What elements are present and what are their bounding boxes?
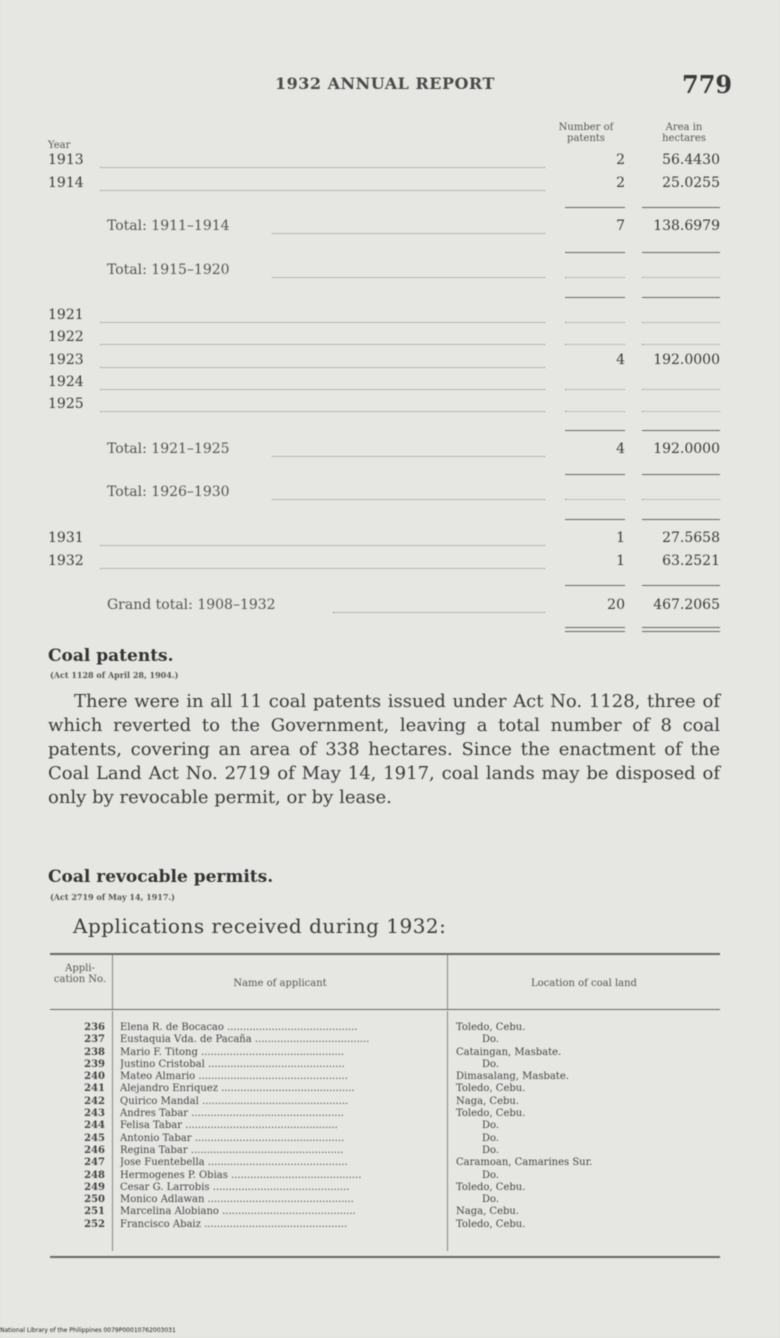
table-cell: Do. [482, 1194, 500, 1206]
table-cell: Quirico Mandal .............................................. [120, 1095, 349, 1107]
sum-rule [565, 252, 625, 253]
grand-total-label: Grand total: 1908–1932 [107, 597, 276, 613]
table-cell: Elena R. de Bocacao ......................................... [120, 1022, 358, 1033]
sum-rule [642, 297, 720, 298]
area-cell: 27.5658 [662, 530, 720, 546]
col-application-no-heading: Appli-cation No. [53, 963, 107, 985]
table-cell: Mario F. Titong ............................................. [120, 1046, 345, 1058]
column-divider [447, 1011, 448, 1251]
leader-dots [272, 456, 545, 457]
location-column [456, 1022, 718, 1231]
section-heading: Coal patents. [48, 646, 174, 666]
table-cell: Jose Fuentebella ............................................ [120, 1157, 348, 1169]
table-cell: Justino Cristobal ........................................... [120, 1058, 345, 1070]
empty-cell-dots [642, 411, 720, 412]
table-cell: Monico Adlawan .............................................. [120, 1194, 354, 1206]
table-cell: Cataingan, Masbate. [456, 1046, 562, 1058]
table-cell: 237 [84, 1034, 105, 1046]
act-citation: (Act 1128 of April 28, 1904.) [50, 670, 179, 680]
table-cell: 250 [84, 1194, 105, 1206]
area-cell: 63.2521 [662, 553, 720, 569]
area-cell: 138.6979 [653, 218, 720, 234]
table-cell: 238 [84, 1046, 105, 1058]
table-cell: 236 [84, 1022, 105, 1033]
table-cell: Caramoan, Camarines Sur. [456, 1157, 593, 1169]
sum-rule [565, 207, 625, 208]
header-bottom-border [50, 1009, 720, 1010]
table-cell: 248 [84, 1169, 105, 1181]
empty-cell-dots [642, 277, 720, 278]
empty-cell-dots [565, 389, 625, 390]
year-cell: 1931 [48, 530, 84, 546]
empty-cell-dots [565, 277, 625, 278]
table-cell: 243 [84, 1108, 105, 1120]
applications-title: Applications received during 1932: [73, 914, 447, 938]
sum-rule [642, 252, 720, 253]
leader-dots [100, 344, 545, 345]
table-cell: Francisco Abaiz ............................................. [120, 1218, 348, 1230]
table-cell: Marcelina Alobiano .......................................... [120, 1206, 356, 1218]
double-rule [565, 631, 625, 632]
body-paragraph [48, 690, 720, 810]
empty-cell-dots [642, 499, 720, 500]
leader-dots [100, 568, 545, 569]
patents-cell: 4 [616, 441, 625, 457]
table-cell: Mateo Almario ............................................... [120, 1071, 348, 1083]
applicant-name-column [120, 1022, 442, 1231]
table-cell: Naga, Cebu. [456, 1206, 520, 1218]
table-cell: Do. [482, 1034, 500, 1046]
area-cell: 467.2065 [653, 597, 720, 613]
table-cell: Alejandro Enriquez .......................................... [120, 1083, 355, 1095]
column-divider [112, 1011, 113, 1251]
table-cell: Do. [482, 1144, 500, 1156]
table-cell: Antonio Tabar ............................................... [120, 1132, 345, 1144]
leader-dots [100, 167, 545, 168]
year-cell: 1921 [48, 307, 84, 323]
running-header: 1932 ANNUAL REPORT [275, 74, 495, 93]
area-cell: 192.0000 [653, 352, 720, 368]
table-cell: Dimasalang, Masbate. [456, 1071, 569, 1083]
table-cell: 239 [84, 1058, 105, 1070]
year-cell: 1923 [48, 352, 84, 368]
total-label: Total: 1921–1925 [107, 441, 230, 457]
table-cell: Do. [482, 1058, 500, 1070]
patents-cell: 7 [616, 218, 625, 234]
table-cell: 244 [84, 1120, 105, 1132]
table-cell: 241 [84, 1083, 105, 1095]
double-rule [565, 627, 625, 628]
sum-rule [642, 207, 720, 208]
leader-dots [100, 411, 545, 412]
double-rule [642, 627, 720, 628]
table-cell: 251 [84, 1206, 105, 1218]
table-cell: Do. [482, 1169, 500, 1181]
leader-dots [272, 233, 545, 234]
sum-rule [565, 297, 625, 298]
patents-cell: 4 [616, 352, 625, 368]
leader-dots [272, 499, 545, 500]
empty-cell-dots [642, 322, 720, 323]
col-area-heading: Area in hectares [662, 122, 706, 144]
table-cell: Toledo, Cebu. [456, 1181, 526, 1193]
patents-cell: 20 [607, 597, 625, 613]
sum-rule [642, 474, 720, 475]
table-cell: 245 [84, 1132, 105, 1144]
double-rule [642, 631, 720, 632]
table-cell: Toledo, Cebu. [456, 1218, 526, 1230]
table-cell: Felisa Tabar ................................................ [120, 1120, 338, 1132]
patents-cell: 1 [616, 530, 625, 546]
year-cell: 1924 [48, 374, 84, 390]
leader-dots [100, 545, 545, 546]
total-label: Total: 1915–1920 [107, 262, 230, 278]
sum-rule [565, 474, 625, 475]
sum-rule [642, 430, 720, 431]
table-cell: Cesar G. Larrobis ........................................... [120, 1181, 350, 1193]
year-cell: 1932 [48, 553, 84, 569]
empty-cell-dots [642, 344, 720, 345]
sum-rule [565, 585, 625, 586]
col-patents-heading: Number of patents [558, 122, 614, 144]
column-divider [447, 955, 448, 1010]
table-cell: Toledo, Cebu. [456, 1022, 526, 1033]
area-cell: 56.4430 [662, 152, 720, 168]
sum-rule [642, 519, 720, 520]
empty-cell-dots [565, 411, 625, 412]
table-cell: 249 [84, 1181, 105, 1193]
empty-cell-dots [642, 389, 720, 390]
scan-footer: National Library of the Philippines 0079P00010762003031 [0, 1327, 176, 1334]
table-top-border [50, 953, 720, 955]
paragraph-text: There were in all 11 coal patents issued under Act No. 1128, three of which reverted to the Government, leaving a total number of 8 coal patents, covering an area of 338 hectares. Since the enactment of the Coal Land Act No. 2719 of May 14, 1917, coal lands may be disposed of only by revocable permit, or by lease. [48, 691, 720, 808]
table-cell: Do. [482, 1132, 500, 1144]
empty-cell-dots [565, 344, 625, 345]
col-location-heading: Location of coal land [531, 978, 637, 989]
col-year-heading: Year [48, 140, 71, 151]
sum-rule [642, 585, 720, 586]
patents-cell: 2 [616, 175, 625, 191]
leader-dots [272, 277, 545, 278]
table-cell: 242 [84, 1095, 105, 1107]
table-cell: Hermogenes P. Obias ......................................... [120, 1169, 362, 1181]
year-cell: 1925 [48, 396, 84, 412]
empty-cell-dots [565, 322, 625, 323]
leader-dots [100, 190, 545, 191]
leader-dots [100, 322, 545, 323]
year-cell: 1914 [48, 175, 84, 191]
year-cell: 1913 [48, 152, 84, 168]
table-cell: Eustaquia Vda. de Pacaña .................................... [120, 1034, 370, 1046]
table-cell: Do. [482, 1120, 500, 1132]
column-divider [112, 955, 113, 1010]
total-label: Total: 1926–1930 [107, 484, 230, 500]
table-cell: Toledo, Cebu. [456, 1108, 526, 1120]
sum-rule [565, 430, 625, 431]
section-heading: Coal revocable permits. [48, 867, 274, 887]
area-cell: 25.0255 [662, 175, 720, 191]
table-cell: 240 [84, 1071, 105, 1083]
empty-cell-dots [565, 499, 625, 500]
leader-dots [333, 612, 545, 613]
table-cell: 246 [84, 1144, 105, 1156]
total-label: Total: 1911–1914 [107, 218, 230, 234]
table-bottom-border [50, 1256, 720, 1258]
col-applicant-heading: Name of applicant [233, 978, 327, 989]
table-cell: Andres Tabar ................................................ [120, 1108, 344, 1120]
table-cell: Naga, Cebu. [456, 1095, 520, 1107]
leader-dots [100, 389, 545, 390]
table-cell: Regina Tabar ................................................ [120, 1144, 344, 1156]
year-cell: 1922 [48, 329, 84, 345]
table-cell: 252 [84, 1218, 105, 1230]
table-cell: 247 [84, 1157, 105, 1169]
table-cell: Toledo, Cebu. [456, 1083, 526, 1095]
leader-dots [100, 367, 545, 368]
patents-cell: 2 [616, 152, 625, 168]
patents-cell: 1 [616, 553, 625, 569]
act-citation: (Act 2719 of May 14, 1917.) [50, 892, 175, 902]
area-cell: 192.0000 [653, 441, 720, 457]
sum-rule [565, 519, 625, 520]
application-number-column [60, 1022, 105, 1231]
page-number: 779 [682, 70, 733, 99]
